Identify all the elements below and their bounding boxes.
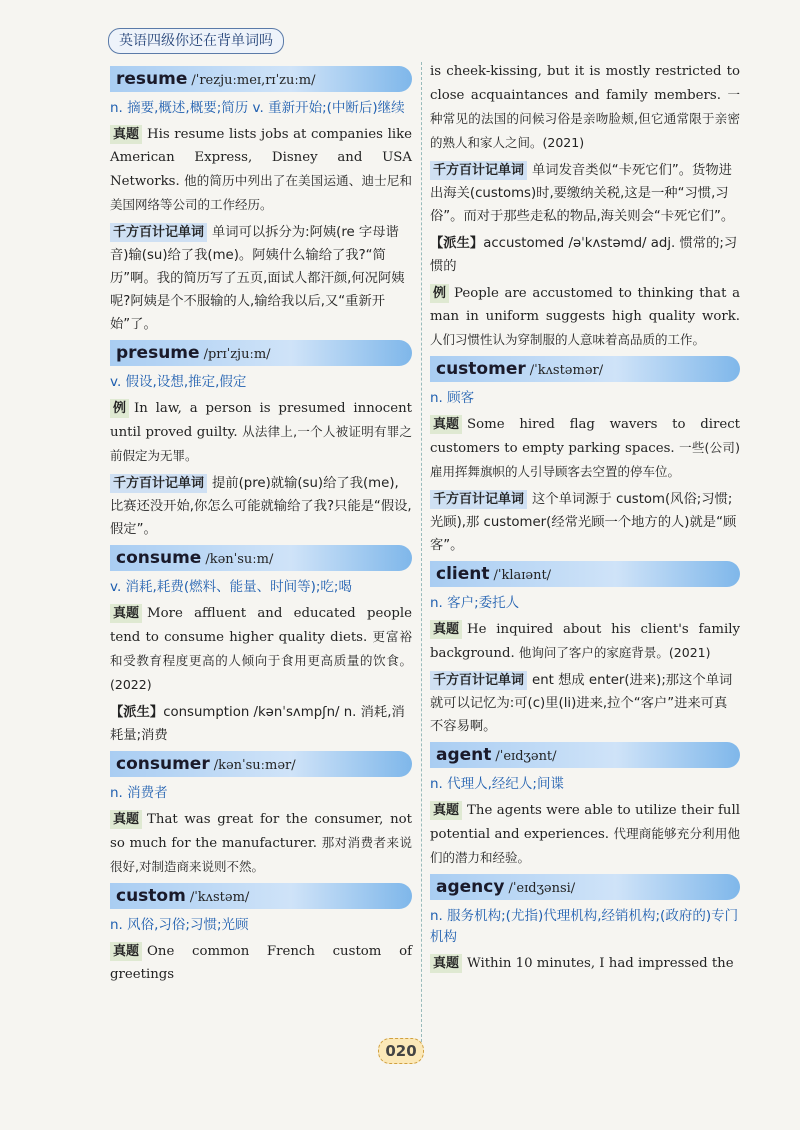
definition: v. 消耗,耗费(燃料、能量、时间等);吃;喝 — [110, 579, 352, 595]
exam-tag: 真题 — [110, 125, 142, 144]
entry-custom — [110, 883, 412, 986]
word-bar — [430, 742, 740, 768]
exam-en: That was great for the consumer, not so much for the manufacturer. — [110, 812, 412, 851]
exam-cn: 他询问了客户的家庭背景。(2021) — [518, 645, 711, 660]
memory-tag: 千方百计记单词 — [430, 671, 527, 690]
definition: n. 风俗,习俗;习惯;光顾 — [110, 917, 249, 933]
book-title-tab: 英语四级你还在背单词吗 — [108, 28, 284, 54]
definition: n. 服务机构;(尤指)代理机构,经销机构;(政府的)专门机构 — [430, 908, 739, 945]
headword: consumer — [116, 754, 210, 774]
exam-en: One common French custom of greetings — [110, 944, 412, 982]
entry-consume — [110, 545, 412, 747]
memory-text: 单词可以拆分为:阿姨(re 字母谐音)输(su)给了我(me)。阿姨什么输给了我?“简历”啊。我的简历写了五页,面试人都汗颜,何况阿姨呢?阿姨是个不服输的人,输给我以后,又“重新开始”了。 — [110, 225, 405, 332]
example-en: In law, a person is presumed innocent until proved guilty. — [110, 401, 412, 440]
example-sentence — [110, 397, 412, 468]
exam-sentence-continued — [430, 60, 740, 155]
memory-tip — [110, 472, 412, 541]
phonetic: /prɪˈzjuːm/ — [203, 347, 271, 362]
derived-tag: 【派生】 — [110, 705, 164, 720]
left-column — [110, 62, 412, 990]
memory-text: 这个单词源于 custom(风俗;习惯;光顾),那 customer(经常光顾一个地方的人)就是“顾客”。 — [430, 492, 737, 553]
derived-text: consumption /kənˈsʌmpʃn/ n. 消耗,消耗量;消费 — [110, 705, 405, 743]
exam-sentence — [430, 618, 740, 665]
definition: n. 消费者 — [110, 785, 168, 801]
entry-custom-continued — [430, 60, 740, 352]
memory-text: 单词发音类似“卡死它们”。货物进出海关(customs)时,要缴纳关税,这是一种“习惯,习俗”。而对于那些走私的物品,海关则会“卡死它们”。 — [430, 163, 735, 224]
word-bar — [110, 66, 412, 92]
exam-sentence — [110, 602, 412, 697]
definition: n. 顾客 — [430, 390, 475, 406]
memory-tip — [430, 159, 740, 228]
word-bar — [430, 874, 740, 900]
headword: custom — [116, 886, 186, 906]
headword: agent — [436, 745, 492, 765]
exam-cn: 更富裕和受教育程度更高的人倾向于食用更高质量的饮食。(2022) — [110, 629, 412, 692]
phonetic: /ˈklaɪənt/ — [493, 568, 552, 583]
entry-customer — [430, 356, 740, 557]
exam-cn: 他的简历中列出了在美国运通、迪士尼和美国网络等公司的工作经历。 — [110, 173, 412, 212]
exam-tag: 真题 — [430, 415, 462, 434]
exam-en: More affluent and educated people tend to consume higher quality diets. — [110, 606, 412, 645]
word-bar — [110, 545, 412, 571]
memory-tip — [110, 221, 412, 336]
exam-en: He inquired about his client's family background. — [430, 622, 740, 661]
entry-agent — [430, 742, 740, 870]
exam-tag: 真题 — [110, 942, 142, 961]
memory-tag: 千方百计记单词 — [110, 474, 207, 493]
exam-sentence — [430, 952, 740, 975]
word-bar — [110, 751, 412, 777]
exam-sentence — [110, 940, 412, 986]
definition: v. 假设,设想,推定,假定 — [110, 374, 247, 390]
memory-tip — [430, 669, 740, 738]
exam-tag: 真题 — [110, 810, 142, 829]
memory-tag: 千方百计记单词 — [110, 223, 207, 242]
exam-tag: 真题 — [430, 954, 462, 973]
example-tag: 例 — [110, 399, 129, 418]
entry-resume — [110, 66, 412, 336]
exam-en: His resume lists jobs at companies like American Express, Disney and USA Networks. — [110, 127, 412, 189]
phonetic: /ˈkʌstəm/ — [189, 890, 250, 905]
example-en: People are accustomed to thinking that a man in uniform suggests high quality work. — [430, 286, 740, 324]
entry-presume — [110, 340, 412, 541]
derived-word — [430, 232, 740, 278]
exam-en: is cheek-kissing, but it is mostly restricted to close acquaintances and family members. — [430, 64, 740, 103]
word-bar — [430, 561, 740, 587]
derived-word — [110, 701, 412, 747]
entry-consumer — [110, 751, 412, 879]
exam-tag: 真题 — [430, 801, 462, 820]
word-bar — [430, 356, 740, 382]
example-sentence — [430, 282, 740, 352]
headword: customer — [436, 359, 526, 379]
definition: n. 摘要,概述,概要;简历 v. 重新开始;(中断后)继续 — [110, 100, 405, 116]
phonetic: /kənˈsuːm/ — [205, 552, 274, 567]
exam-en: Within 10 minutes, I had impressed the — [467, 956, 734, 971]
exam-tag: 真题 — [110, 604, 142, 623]
exam-tag: 真题 — [430, 620, 462, 639]
phonetic: /ˈeɪdʒənsi/ — [508, 881, 576, 896]
page-number: 020 — [378, 1038, 424, 1064]
exam-en: Some hired flag wavers to direct customers to empty parking spaces. — [430, 417, 740, 456]
memory-text: ent 想成 enter(进来);那这个单词就可以记忆为:可(c)里(li)进来,拉个“客户”进来可真不容易啊。 — [430, 673, 733, 734]
headword: resume — [116, 69, 188, 89]
phonetic: /ˈkʌstəmər/ — [529, 363, 604, 378]
phonetic: /ˈrezjuːmeɪ,rɪˈzuːm/ — [191, 73, 316, 88]
example-cn: 人们习惯性认为穿制服的人意味着高品质的工作。 — [430, 332, 706, 347]
memory-tip — [430, 488, 740, 557]
headword: client — [436, 564, 490, 584]
entry-agency — [430, 874, 740, 975]
headword: agency — [436, 877, 505, 897]
memory-tag: 千方百计记单词 — [430, 161, 527, 180]
exam-cn: 那对消费者来说很好,对制造商来说则不然。 — [110, 835, 412, 874]
derived-text: accustomed /əˈkʌstəmd/ adj. 惯常的;习惯的 — [430, 236, 738, 274]
exam-en: The agents were able to utilize their full potential and experiences. — [430, 803, 740, 842]
memory-tag: 千方百计记单词 — [430, 490, 527, 509]
example-cn: 从法律上,一个人被证明有罪之前假定为无罪。 — [110, 424, 413, 463]
exam-sentence — [430, 413, 740, 484]
phonetic: /ˈeɪdʒənt/ — [495, 749, 557, 764]
exam-sentence — [110, 123, 412, 217]
word-bar — [110, 883, 412, 909]
exam-sentence — [430, 799, 740, 870]
exam-sentence — [110, 808, 412, 879]
definition: n. 代理人,经纪人;间谍 — [430, 776, 564, 792]
exam-cn: 一些(公司)雇用挥舞旗帜的人引导顾客去空置的停车位。 — [430, 440, 740, 479]
exam-cn: 一种常见的法国的问候习俗是亲吻脸颊,但它通常限于亲密的熟人和家人之间。(2021) — [430, 87, 740, 150]
memory-text: 提前(pre)就输(su)给了我(me),比赛还没开始,你怎么可能就输给了我?只能是“假设,假定”。 — [110, 476, 412, 537]
column-divider — [421, 62, 422, 1042]
entry-client — [430, 561, 740, 738]
exam-cn: 代理商能够充分利用他们的潜力和经验。 — [430, 826, 740, 865]
phonetic: /kənˈsuːmər/ — [213, 758, 296, 773]
right-column — [430, 62, 740, 979]
example-tag: 例 — [430, 284, 449, 303]
definition: n. 客户;委托人 — [430, 595, 520, 611]
headword: presume — [116, 343, 200, 363]
headword: consume — [116, 548, 202, 568]
word-bar — [110, 340, 412, 366]
derived-tag: 【派生】 — [430, 236, 484, 251]
